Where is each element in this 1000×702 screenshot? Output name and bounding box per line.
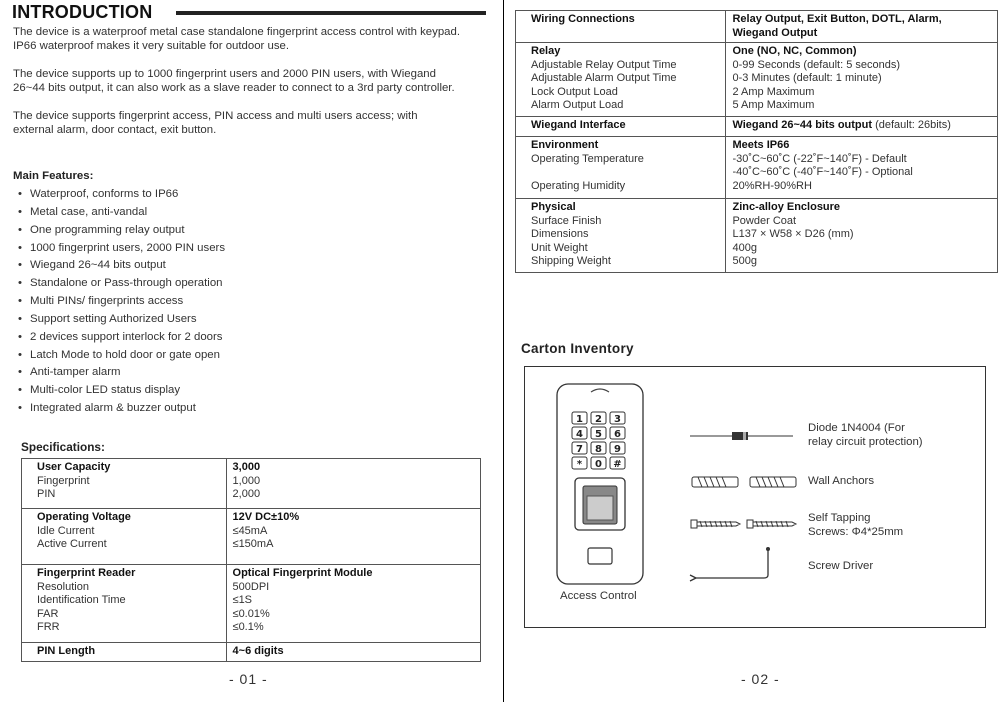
intro-paragraph [13,25,498,53]
spec-label: Dimensions [531,228,589,241]
paragraph-line: The device is a waterproof metal case standalone fingerprint access control with keypad. [13,26,460,38]
spec-row [22,565,481,643]
feature-item [13,257,225,275]
spec-heading-value: Zinc-alloy Enclosure [732,201,841,213]
spec-label: Shipping Weight [531,255,611,268]
diode-icon [688,428,798,444]
carton-inventory-title: Carton Inventory [521,341,634,356]
spec-value: -40˚C~60˚C (-40˚F~140˚F) - Optional [732,166,913,179]
feature-item [13,347,225,365]
spec-label: Idle Current [37,524,95,537]
access-control-device-image [555,382,650,592]
spec-value: Powder Coat [732,214,797,227]
label-line: Diode 1N4004 (For [808,422,905,434]
spec-label-cell [516,137,726,199]
spec-heading: Wiring Connections [531,13,635,25]
spec-heading-value: 4~6 digits [232,645,284,657]
feature-text: Wiegand 26~44 bits output [30,259,166,272]
page-number: - 01 - [229,671,268,687]
bullet-icon: • [18,348,22,361]
screws-icon [688,516,803,532]
keypad-key-label: 5 [595,429,602,440]
bullet-icon: • [18,205,22,218]
bullet-icon: • [18,384,22,397]
feature-item [13,329,225,347]
label-line: Self Tapping [808,512,871,524]
bullet-icon: • [18,277,22,290]
spec-label: Adjustable Relay Output Time [531,58,677,71]
paragraph-line: The device supports up to 1000 fingerprint users and 2000 PIN users, with Wiegand [13,68,436,80]
spec-heading: Environment [531,139,599,151]
spec-label: FRR [37,621,60,634]
feature-text: Multi PINs/ fingerprints access [30,295,184,308]
page-divider [503,0,504,702]
spec-heading: Fingerprint Reader [37,567,136,579]
spec-value-cell [726,137,998,199]
feature-item [13,382,225,400]
spec-value: (default: 26bits) [872,119,951,131]
spec-row [516,137,998,199]
bullet-icon: • [18,330,22,343]
spec-value-cell [726,199,998,273]
specifications-table [21,458,481,662]
feature-item [13,275,225,293]
spec-row [22,643,481,662]
spec-value: 500g [732,255,757,268]
feature-text: Waterproof, conforms to IP66 [30,188,179,200]
title-rule [176,11,486,15]
feature-text: Standalone or Pass-through operation [30,277,223,290]
feature-text: Integrated alarm & buzzer output [30,402,196,415]
diode-label [808,422,923,449]
spec-heading: Wiegand Interface [531,119,626,131]
intro-paragraph [13,67,498,95]
spec-heading: Operating Voltage [37,511,131,523]
spec-value: -30˚C~60˚C (-22˚F~140˚F) - Default [732,152,907,165]
feature-item [13,222,225,240]
spec-value: L137 × W58 × D26 (mm) [732,228,854,241]
spec-value-cell [726,43,998,117]
spec-value: ≤0.1% [232,621,264,634]
spec-value: 20%RH-90%RH [732,179,812,192]
spec-row [516,117,998,137]
spec-value: ≤45mA [232,524,268,537]
feature-item [13,364,225,382]
spec-row [22,459,481,509]
spec-label: Alarm Output Load [531,99,624,112]
spec-label: Operating Temperature [531,152,644,165]
features-title: Main Features: [13,170,94,182]
spec-label [531,166,719,180]
keypad-key-label: 2 [595,414,602,425]
label-line: Wall Anchors [808,475,875,487]
spec-value: 1,000 [232,474,261,487]
spec-heading: Relay [531,45,561,57]
spec-value: 0-99 Seconds (default: 5 seconds) [732,58,901,71]
spec-value: 2 Amp Maximum [732,85,815,98]
spec-label-cell [22,565,227,643]
keypad-key-label: * [576,459,583,470]
screw-driver-icon [686,545,781,585]
keypad-key-label: # [613,459,622,470]
spec-label: Adjustable Alarm Output Time [531,72,677,85]
access-control-label: Access Control [560,590,637,602]
bullet-icon: • [18,259,22,272]
spec-value: 500DPI [232,580,270,593]
feature-item [13,311,225,329]
spec-label-cell [22,643,227,662]
intro-paragraph [13,109,498,137]
bullet-icon: • [18,188,22,200]
intro-title: INTRODUCTION [12,2,153,22]
spec-value-cell [226,509,480,565]
feature-text: One programming relay output [30,223,185,236]
spec-heading-value: 12V DC±10% [232,511,300,523]
spec-heading-value: 3,000 [232,461,261,473]
feature-text: 1000 fingerprint users, 2000 PIN users [30,241,226,254]
spec-value: 2,000 [232,488,261,501]
feature-item [13,293,225,311]
label-line: Screw Driver [808,560,874,572]
keypad-key-label: 9 [614,444,621,455]
specifications-table-continued [515,10,998,273]
spec-value: 5 Amp Maximum [732,99,815,112]
spec-row [22,509,481,565]
feature-text: 2 devices support interlock for 2 doors [30,330,223,343]
bullet-icon: • [18,366,22,379]
bullet-icon: • [18,312,22,325]
keypad-key-label: 0 [595,459,602,470]
spec-value-cell [226,565,480,643]
spec-value: 0-3 Minutes (default: 1 minute) [732,72,882,85]
wall-anchors-label [808,475,874,489]
spec-value-cell [226,459,480,509]
feature-text: Support setting Authorized Users [30,312,197,325]
keypad-key-label: 4 [576,429,583,440]
spec-heading-value: Relay Output, Exit Button, DOTL, Alarm, [732,13,942,25]
bullet-icon: • [18,241,22,254]
feature-text: Latch Mode to hold door or gate open [30,348,220,361]
feature-item [13,204,225,222]
spec-label: Surface Finish [531,214,602,227]
spec-label-cell [516,11,726,43]
bullet-icon: • [18,295,22,308]
spec-heading-value: Wiegand 26~44 bits output [732,119,873,131]
spec-label-cell [516,199,726,273]
spec-value: ≤0.01% [232,607,270,620]
spec-row [516,199,998,273]
spec-label-cell [516,43,726,117]
features-list [13,186,225,418]
keypad-key-label: 3 [614,414,621,425]
spec-label: Resolution [37,580,89,593]
keypad-key-label: 8 [595,444,602,455]
keypad-key-label: 1 [576,414,583,425]
spec-heading-value: Optical Fingerprint Module [232,567,373,579]
paragraph-line: 26~44 bits output, it can also work as a slave reader to connect to a 3rd party controller. [13,82,455,94]
spec-label: Fingerprint [37,474,90,487]
bullet-icon: • [18,223,22,236]
page-number: - 02 - [741,671,780,687]
spec-heading: PIN Length [37,645,96,657]
spec-heading-value: Meets IP66 [732,139,790,151]
spec-label-cell [516,117,726,137]
spec-label: Lock Output Load [531,85,618,98]
screws-label [808,512,903,539]
spec-value: ≤1S [232,594,253,607]
feature-item [13,400,225,418]
spec-heading: User Capacity [37,461,111,473]
spec-label: Active Current [37,538,107,551]
spec-row [516,43,998,117]
label-line: relay circuit protection) [808,435,923,448]
specifications-title: Specifications: [21,440,105,454]
spec-row [516,11,998,43]
spec-value: Wiegand Output [732,26,818,39]
spec-label: PIN [37,488,56,501]
feature-text: Metal case, anti-vandal [30,205,148,218]
screw-driver-label [808,560,873,574]
feature-item [13,240,225,258]
spec-heading: Physical [531,201,576,213]
bullet-icon: • [18,402,22,415]
paragraph-line: external alarm, door contact, exit button. [13,124,217,136]
spec-value-cell [226,643,480,662]
spec-value-cell [726,11,998,43]
spec-heading-value: One (NO, NC, Common) [732,45,857,57]
spec-value: ≤150mA [232,538,274,551]
spec-label-cell [22,509,227,565]
wall-anchors-icon [688,472,803,492]
spec-label: Operating Humidity [531,179,626,192]
label-line: Screws: Φ4*25mm [808,525,904,538]
spec-label: FAR [37,607,59,620]
paragraph-line: The device supports fingerprint access, PIN access and multi users access; with [13,110,418,122]
spec-value-cell [726,117,998,137]
spec-value: 400g [732,241,757,254]
feature-text: Anti-tamper alarm [30,366,121,379]
spec-label: Unit Weight [531,241,588,254]
feature-item [13,186,225,204]
keypad-key-label: 7 [576,444,583,455]
spec-label: Identification Time [37,594,126,607]
keypad-key-label: 6 [614,429,621,440]
spec-label-cell [22,459,227,509]
paragraph-line: IP66 waterproof makes it very suitable for outdoor use. [13,40,290,52]
feature-text: Multi-color LED status display [30,384,181,397]
